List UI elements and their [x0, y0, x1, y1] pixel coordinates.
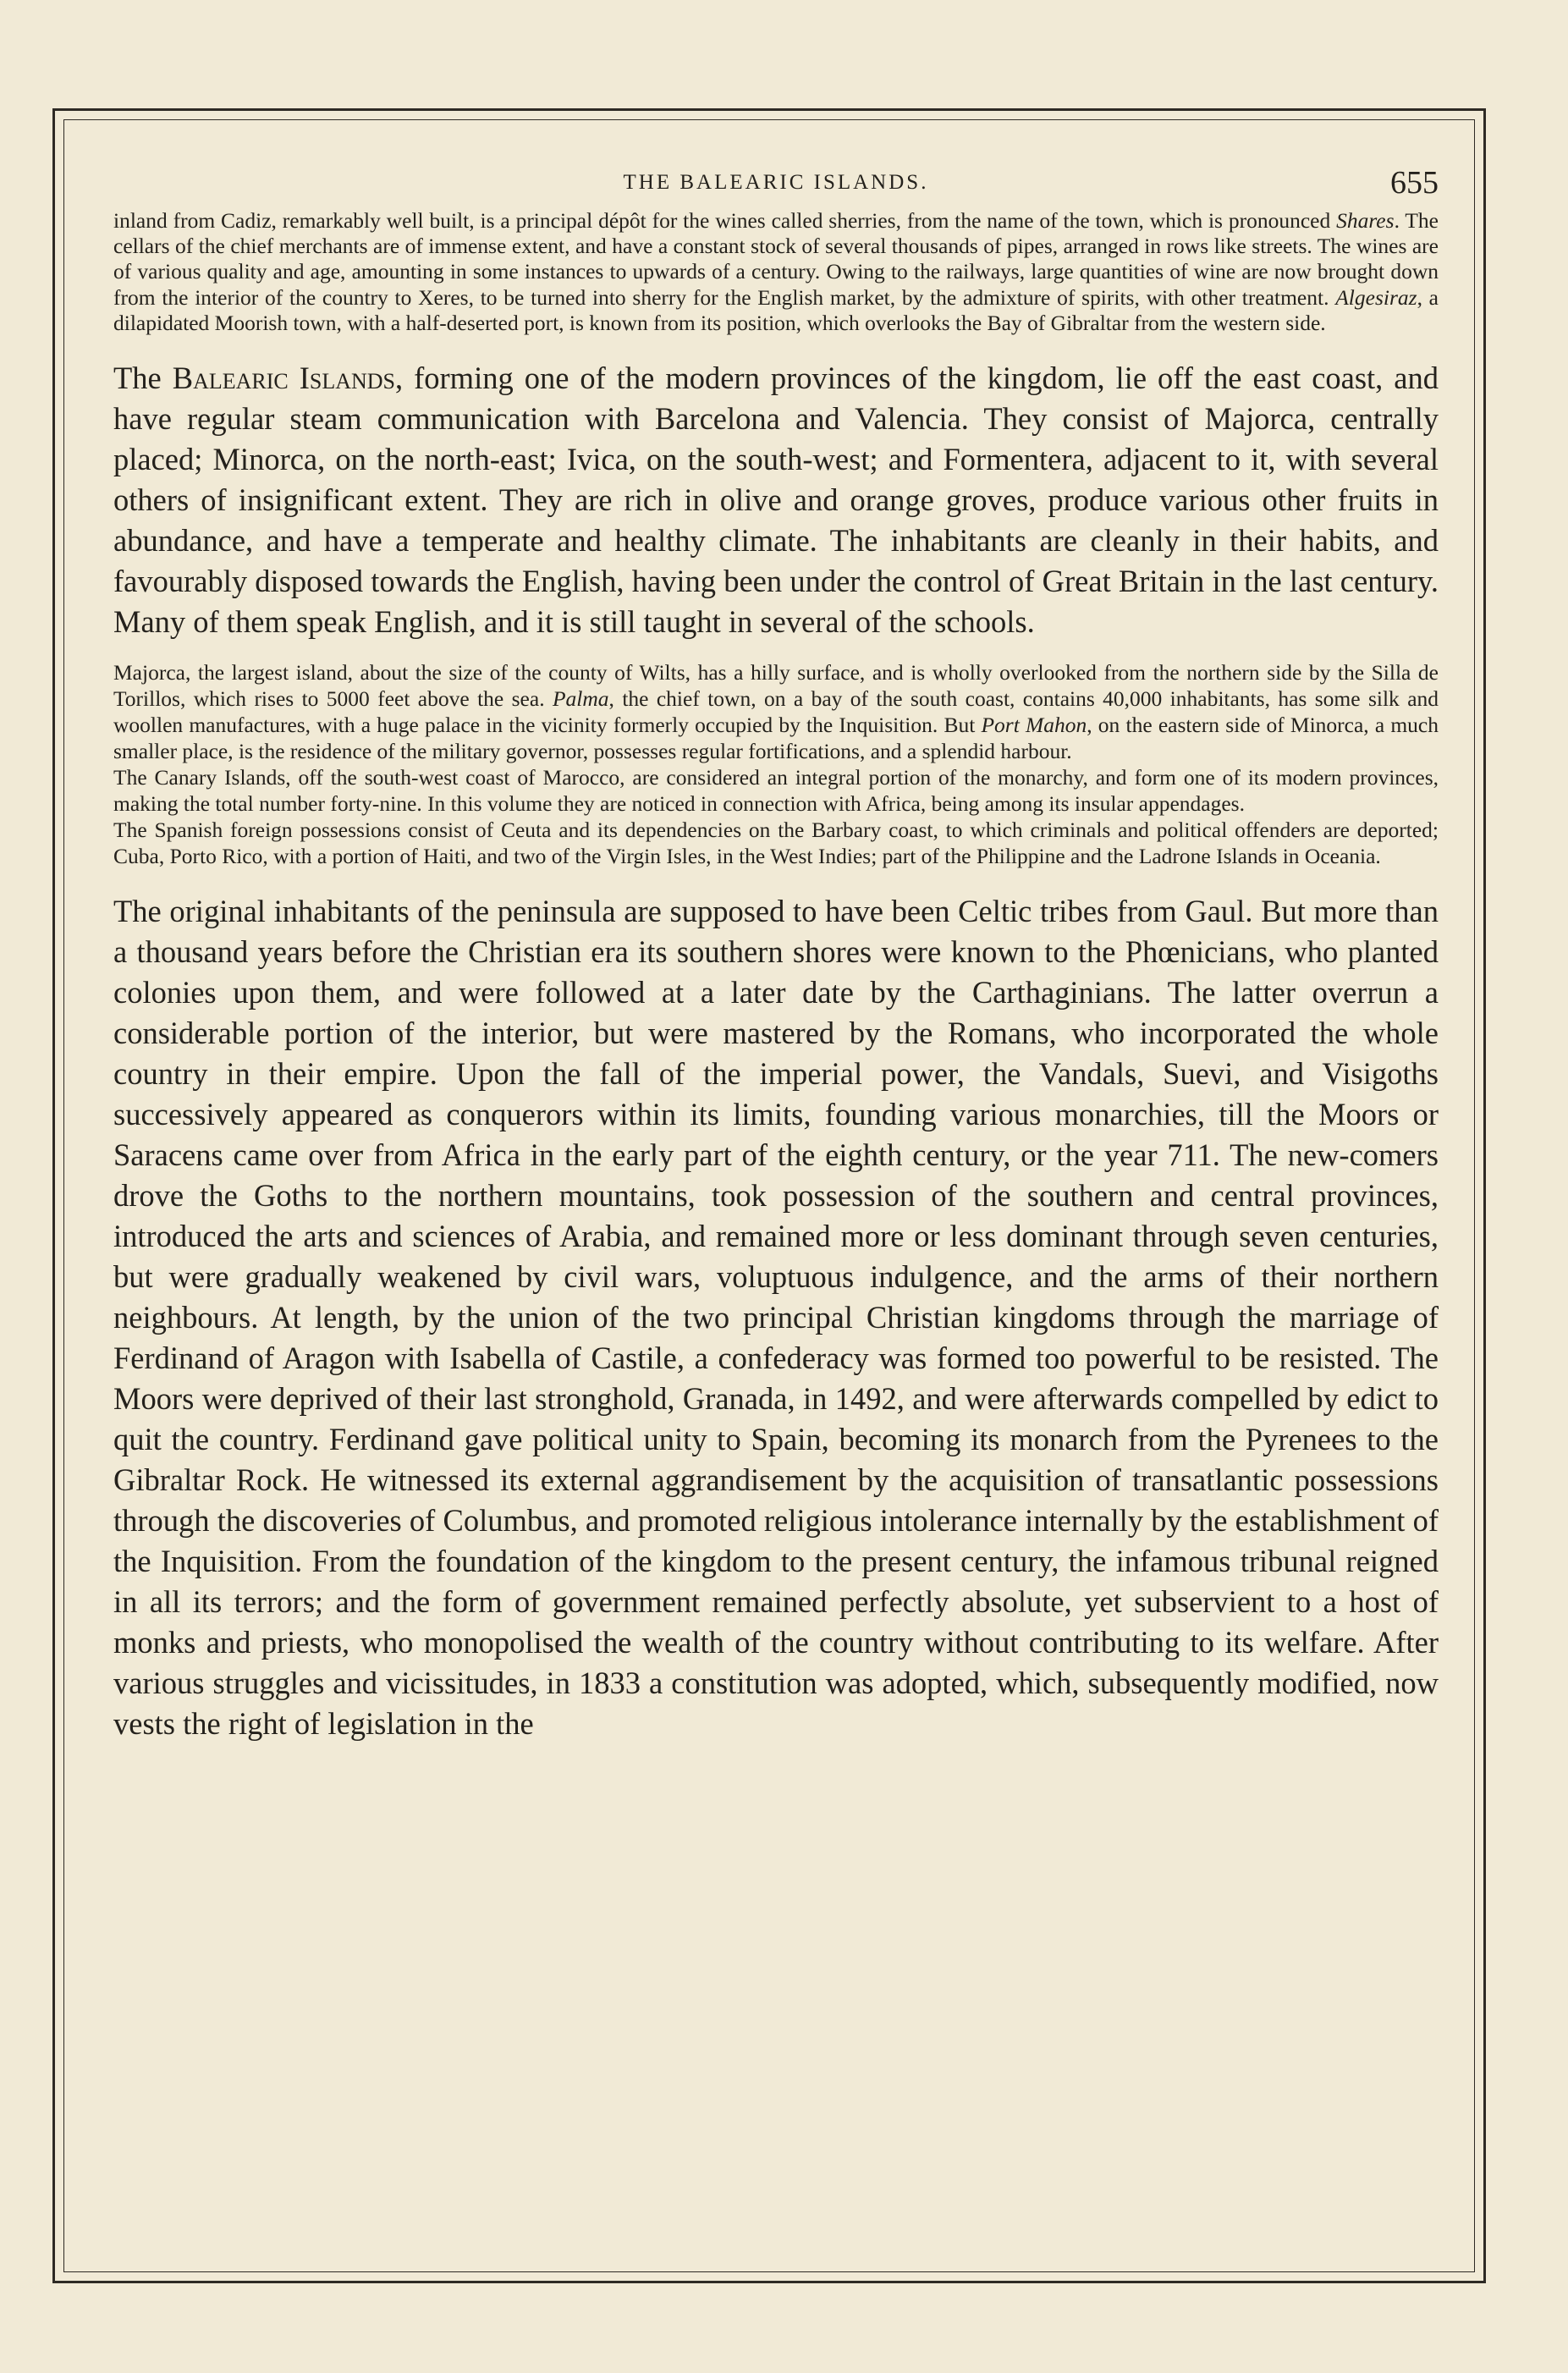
- running-head: [113, 161, 1439, 201]
- paragraph-cadiz-xeres: [113, 208, 1439, 336]
- page-content: [113, 161, 1439, 1744]
- note-canary-islands: The Canary Islands, off the south-west coast of Marocco, are considered an integral portion of the monarchy, and form one of its modern provinces, making the total number forty-nine. In this volume they are noticed in connection with Africa, being among its insular appendages.: [113, 765, 1439, 817]
- text-run: inland from Cadiz, remarkably well built, is a principal dépôt for the wines called sherries, from the name of the town, which is pronounced: [113, 208, 1337, 233]
- text-run: The: [113, 361, 173, 396]
- italic-term-palma: Palma: [552, 686, 609, 712]
- italic-term-algesiraz: Algesiraz: [1335, 284, 1417, 310]
- text-run: . The cellars of the chief merchants are of immense extent, and have a constant stock of several thousands of pipes, arranged in rows like streets. The wines are of various quality and age, amounting in some instances to upwards of a century. Owing to the railways, large quantities of wine are now brought down from the interior of the country to Xeres, to be turned into sherry for the English market, by the admixture of spirits, with other treatment.: [113, 208, 1439, 310]
- text-run: Majorca, the largest island, about the size of the county of Wilts, has a hilly surface, and is wholly overlooked from the northern side by the Silla de Torillos, which rises to 5000 feet above the sea.: [113, 660, 1439, 712]
- text-run: , the chief town, on a bay of the south coast, contains 40,000 inhabitants, has some silk and woollen manufactures, with a huge palace in the vicinity formerly occupied by the Inquisition. But: [113, 686, 1439, 738]
- note-foreign-possessions: The Spanish foreign possessions consist of Ceuta and its dependencies on the Barbary coast, to which criminals and political offenders are deported; Cuba, Porto Rico, with a portion of Haiti, and two of the Virgin Isles, in the West Indies; part of the Philippine and the Ladrone Islands in Oceania.: [113, 818, 1439, 869]
- running-title: THE BALEARIC ISLANDS.: [623, 171, 929, 194]
- text-run: , forming one of the modern provinces of the kingdom, lie off the east coast, and have regular steam communication with Barcelona and Valencia. They consist of Majorca, centrally placed; Minorca, on the north-east; Ivica, on the south-west; and Formentera, adjacent to it, with several others of insignificant extent. They are rich in olive and orange groves, produce various other fruits in abundance, and have a temperate and healthy climate. The inhabitants are cleanly in their habits, and favourably disposed towards the English, having been under the control of Great Britain in the last century. Many of them speak English, and it is still taught in several of the schools.: [113, 361, 1439, 640]
- paragraph-history: The original inhabitants of the peninsula are supposed to have been Celtic tribes from Gaul. But more than a thousand years before the Christian era its southern shores were known to the Phœnicians, who planted colonies upon them, and were followed at a later date by the Carthaginians. The latter overrun a considerable portion of the interior, but were mastered by the Romans, who incorporated the whole country in their empire. Upon the fall of the imperial power, the Vandals, Suevi, and Visigoths successively appeared as conquerors within its limits, founding various monarchies, till the Moors or Saracens came over from Africa in the early part of the eighth century, or the year 711. The new-comers drove the Goths to the northern mountains, took possession of the southern and central provinces, introduced the arts and sciences of Arabia, and remained more or less dominant through seven centuries, but were gradually weakened by civil wars, voluptuous indulgence, and the arms of their northern neighbours. At length, by the union of the two principal Christian kingdoms through the marriage of Ferdinand of Aragon with Isabella of Castile, a confederacy was formed too powerful to be resisted. The Moors were deprived of their last stronghold, Granada, in 1492, and were afterwards compelled by edict to quit the country. Ferdinand gave political unity to Spain, becoming its monarch from the Pyrenees to the Gibraltar Rock. He witnessed its external aggrandisement by the acquisition of transatlantic possessions through the discoveries of Columbus, and promoted religious intolerance internally by the establishment of the Inquisition. From the foundation of the kingdom to the present century, the infamous tribunal reigned in all its terrors; and the form of government remained perfectly absolute, yet subservient to a host of monks and priests, who monopolised the wealth of the country without contributing to its welfare. After various struggles and vicissitudes, in 1833 a constitution was adopted, which, subsequently modified, now vests the right of legislation in the: [113, 894, 1439, 1742]
- italic-term-port-mahon: Port Mahon: [981, 713, 1087, 738]
- note-majorca: [113, 659, 1439, 764]
- text-run: , on the eastern side of Minorca, a much smaller place, is the residence of the military governor, possesses regular fortifications, and a splendid harbour.: [113, 713, 1439, 764]
- small-caps-term-balearic-islands: Balearic Islands: [172, 361, 396, 396]
- page-number: 655: [1390, 165, 1439, 201]
- italic-term-shares: Shares: [1336, 208, 1395, 233]
- paragraph-balearic-islands: [113, 358, 1439, 642]
- notes-block: [113, 659, 1439, 869]
- text-run: , a dilapidated Moorish town, with a half-deserted port, is known from its position, which overlooks the Bay of Gibraltar from the western side.: [113, 284, 1439, 335]
